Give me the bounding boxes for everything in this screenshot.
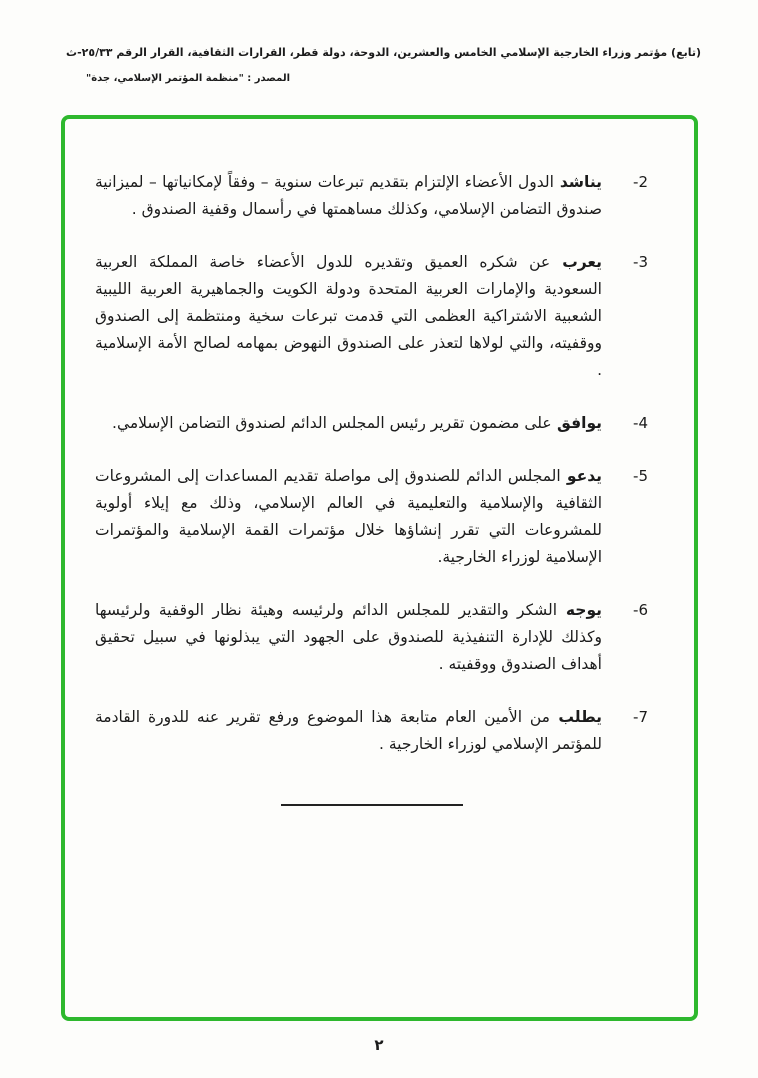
item-body: المجلس الدائم للصندوق إلى مواصلة تقديم المساعدات إلى المشروعات الثقافية والإسلامية والتعليمية في العالم الإسلامي، وذلك مع إيلاء أولوية للمشروعات التي تقرر إنشاؤها خلال مؤتمرات القمة الإسلامية والمؤتمرات الإسلامية لوزراء الخارجية.	[95, 467, 602, 566]
resolution-list	[95, 169, 648, 758]
item-body: الشكر والتقدير للمجلس الدائم ولرئيسه وهيئة نظار الوقفية ولرئيسها وكذلك للإدارة التنفيذية للصندوق على الجهود التي يبذلونها في سبيل تحقيق أهداف الصندوق ووقفيته .	[95, 601, 602, 673]
item-text	[95, 410, 602, 437]
item-number: -5	[633, 467, 648, 485]
item-text	[95, 597, 602, 678]
item-lead-word: يعرب	[550, 253, 602, 271]
item-lead-word: يوافق	[551, 414, 602, 432]
item-lead-word: يناشد	[553, 173, 602, 191]
resolution-item	[95, 704, 648, 758]
item-text	[95, 169, 602, 223]
item-body: الدول الأعضاء الإلتزام بتقديم تبرعات سنوية – وفقاً لإمكانياتها – لميزانية صندوق التضامن الإسلامي، وكذلك مساهمتها في رأسمال وقفية الصندوق .	[95, 173, 602, 218]
item-text	[95, 704, 602, 758]
item-number: -7	[633, 708, 648, 726]
item-text	[95, 463, 602, 571]
resolution-item	[95, 249, 648, 384]
item-number: -3	[633, 253, 648, 271]
resolution-item	[95, 463, 648, 571]
resolution-item	[95, 597, 648, 678]
end-divider	[281, 804, 463, 806]
item-lead-word: يدعو	[560, 467, 602, 485]
item-body: على مضمون تقرير رئيس المجلس الدائم لصندوق التضامن الإسلامي.	[112, 414, 552, 432]
item-number: -4	[633, 414, 648, 432]
item-body: عن شكره العميق وتقديره للدول الأعضاء خاصة المملكة العربية السعودية والإمارات العربية المتحدة ودولة الكويت والجماهيرية العربية الليبية الشعبية الاشتراكية العظمى التي قدمت تبرعات سخية ومنتظمة إلى الصندوق ووقفيته، والتي لولاها لتعذر على الصندوق النهوض بمهامه لصالح الأمة الإسلامية .	[95, 253, 602, 379]
item-lead-word: يوجه	[557, 601, 602, 619]
item-text	[95, 249, 602, 384]
resolution-item	[95, 169, 648, 223]
content-highlight-box	[61, 115, 698, 1021]
item-lead-word: يطلب	[550, 708, 602, 726]
resolution-item	[95, 410, 648, 437]
header-source-line: المصدر : "منظمة المؤتمر الإسلامي، جدة"	[86, 73, 291, 84]
header-title: (تابع) مؤتمر وزراء الخارجية الإسلامي الخامس والعشرين، الدوحة، دولة قطر، القرارات الثقافية، القرار الرقم ٢٥/٣٣-ث	[66, 46, 701, 59]
item-body: من الأمين العام متابعة هذا الموضوع ورفع تقرير عنه للدورة القادمة للمؤتمر الإسلامي لوزراء الخارجية .	[95, 708, 602, 753]
page-number: ٢	[374, 1036, 384, 1054]
item-number: -6	[633, 601, 648, 619]
item-number: -2	[633, 173, 648, 191]
